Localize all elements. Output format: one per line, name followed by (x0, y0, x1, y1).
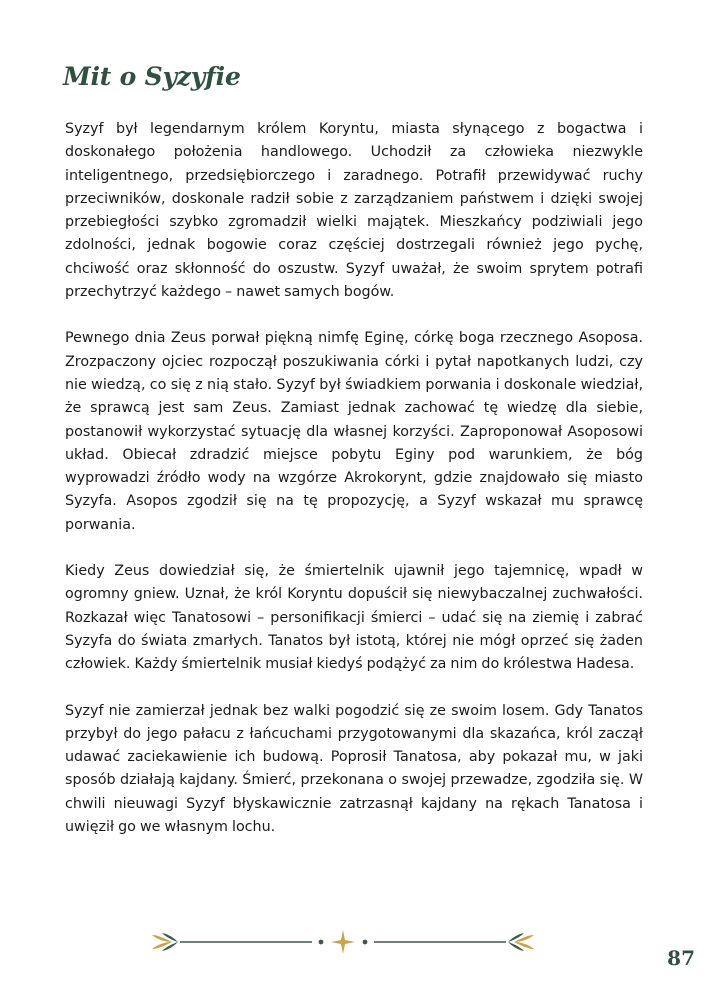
dot-icon (363, 940, 368, 945)
paragraph-1: Syzyf był legendarnym królem Koryntu, miasta słynącego z bogactwa i doskonałego położenia handlowego. Uchodził za człowieka niezwykle inteligentnego, przedsiębiorczego i zaradnego. Potrafił przewidywać ruchy przeciwników, doskonale radził sobie z zarządzaniem państwem i dzięki swojej przebiegłości szybko zgromadził wielki majątek. Mieszkańcy podziwiali jego zdolności, jednak bogowie coraz częściej dostrzegali również jego pychę, chciwość oraz skłonność do oszustw. Syzyf uważał, że swoim sprytem potrafi przechytrzyć każdego – nawet samych bogów. (65, 121, 643, 301)
dot-icon (319, 940, 324, 945)
star-icon (331, 930, 355, 954)
body-text (65, 118, 643, 862)
chapter-title: Mit o Syzyfie (63, 62, 241, 91)
right-leaf-icon (508, 933, 534, 951)
leaf-divider-icon (150, 925, 536, 959)
paragraph-2: Pewnego dnia Zeus porwał piękną nimfę Eginę, córkę boga rzecznego Asoposa. Zrozpaczony ojciec rozpoczął poszukiwania córki i pytał napotkanych ludzi, czy nie wiedzą, co się z nią stało. Syzyf był świadkiem porwania i doskonale wiedział, że sprawcą jest sam Zeus. Zamiast jednak zachować tę wiedzę dla siebie, postanowił wykorzystać sytuację dla własnej korzyści. Zaproponował Asoposowi układ. Obiecał zdradzić miejsce pobytu Eginy pod warunkiem, że bóg wyprowadzi źródło wody na wzgórze Akrokorynt, gdzie znajdowało się miasto Syzyfa. Asopos zgodził się na tę propozycję, a Syzyf wskazał mu sprawcę porwania. (65, 330, 643, 533)
paragraph-3: Kiedy Zeus dowiedział się, że śmiertelnik ujawnił jego tajemnicę, wpadł w ogromny gniew. Uznał, że król Koryntu dopuścił się niewybaczalnej zuchwałości. Rozkazał więc Tanatosowi – personifikacji śmierci – udać się na ziemię i zabrać Syzyfa do świata zmarłych. Tanatos był istotą, której nie mógł oprzeć się żaden człowiek. Każdy śmiertelnik musiał kiedyś podążyć za nim do królestwa Hadesa. (65, 563, 643, 673)
left-leaf-icon (152, 933, 178, 951)
paragraph-4: Syzyf nie zamierzał jednak bez walki pogodzić się ze swoim losem. Gdy Tanatos przybył do jego pałacu z łańcuchami przygotowanymi dla skazańca, król zaczął udawać zaciekawienie ich budową. Poprosił Tanatosa, aby pokazał mu, w jaki sposób działają kajdany. Śmierć, przekonana o swojej przewadze, zgodziła się. W chwili nieuwagi Syzyf błyskawicznie zatrzasnął kajdany na rękach Tanatosa i uwięził go we własnym lochu. (65, 702, 643, 836)
page-number: 87 (667, 946, 695, 970)
